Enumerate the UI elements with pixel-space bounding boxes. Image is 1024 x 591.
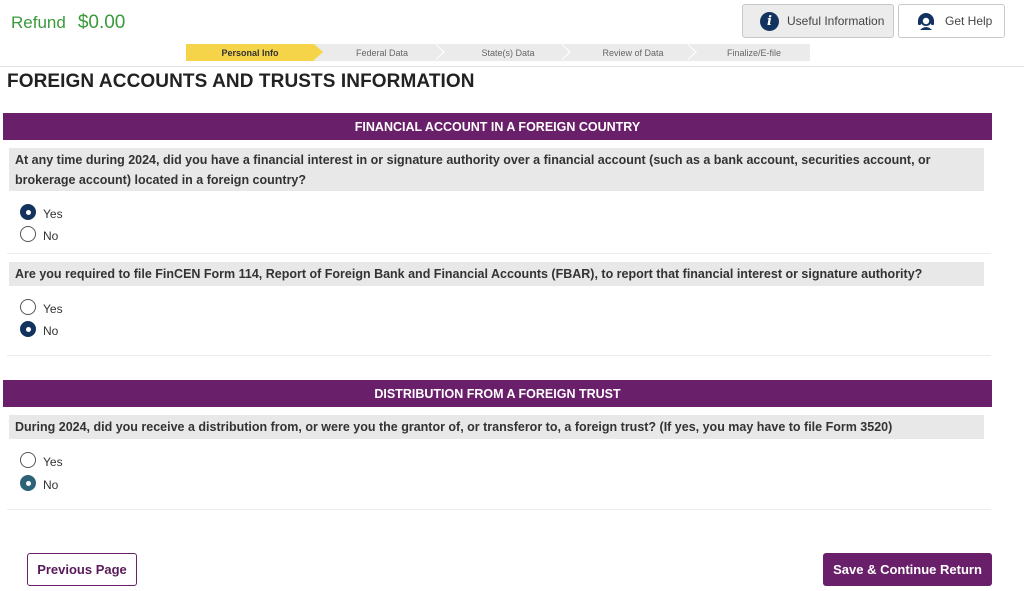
refund-summary <box>11 12 125 34</box>
info-icon: i <box>760 12 779 31</box>
radio-fbar-no[interactable] <box>20 320 58 338</box>
refund-amount: $0.00 <box>77 12 126 33</box>
radio-button[interactable] <box>20 299 36 315</box>
radio-foreign-trust-no[interactable] <box>20 474 58 492</box>
header-divider <box>0 66 1024 67</box>
section-divider <box>7 509 991 510</box>
radio-label: No <box>43 324 59 338</box>
progress-steps <box>186 44 810 61</box>
section-header-foreign-account: FINANCIAL ACCOUNT IN A FOREIGN COUNTRY <box>3 113 992 140</box>
question-foreign-trust: During 2024, did you receive a distribution from, or were you the grantor of, or transferor to, a foreign trust? (If yes, you may have to file Form 3520) <box>9 415 984 439</box>
get-help-label: Get Help <box>945 14 993 28</box>
radio-label: No <box>43 229 59 243</box>
step-arrow <box>314 44 323 60</box>
question-foreign-account: At any time during 2024, did you have a financial interest in or signature authority over a financial account (such as a bank account, securities account, or brokerage account) located in a foreign country? <box>9 148 984 191</box>
radio-button-selected[interactable] <box>20 475 36 491</box>
page-title: FOREIGN ACCOUNTS AND TRUSTS INFORMATION <box>7 71 475 92</box>
section-header-foreign-trust: DISTRIBUTION FROM A FOREIGN TRUST <box>3 380 992 407</box>
get-help-button[interactable] <box>898 4 1005 38</box>
useful-information-button[interactable] <box>742 4 894 38</box>
question-divider <box>7 253 991 254</box>
radio-fbar-yes[interactable] <box>20 298 63 316</box>
radio-label: No <box>43 478 59 492</box>
question-fbar: Are you required to file FinCEN Form 114, Report of Foreign Bank and Financial Accounts (FBAR), to report that financial interest or signature authority? <box>9 262 984 286</box>
radio-label: Yes <box>43 455 63 469</box>
radio-label: Yes <box>43 207 63 221</box>
radio-foreign-account-yes[interactable] <box>20 203 63 221</box>
radio-button[interactable] <box>20 452 36 468</box>
radio-label: Yes <box>43 302 63 316</box>
save-continue-button[interactable]: Save & Continue Return <box>823 553 992 586</box>
step-federal-data[interactable]: Federal Data <box>355 47 409 58</box>
step-review-of-data[interactable]: Review of Data <box>602 47 664 58</box>
radio-button-selected[interactable] <box>20 204 36 220</box>
step-arrow <box>435 44 443 60</box>
step-arrow <box>687 44 695 60</box>
previous-page-button[interactable]: Previous Page <box>27 553 137 586</box>
step-arrow <box>561 44 569 60</box>
step-states-data[interactable]: State(s) Data <box>481 47 535 58</box>
step-personal-info[interactable]: Personal Info <box>186 44 314 61</box>
step-finalize-efile[interactable]: Finalize/E-file <box>726 47 782 58</box>
radio-button[interactable] <box>20 226 36 242</box>
radio-foreign-account-no[interactable] <box>20 225 58 243</box>
support-agent-icon <box>916 11 936 31</box>
useful-information-label: Useful Information <box>787 14 885 28</box>
radio-button-selected[interactable] <box>20 321 36 337</box>
section-divider <box>7 355 991 356</box>
refund-label: Refund <box>11 13 66 32</box>
radio-foreign-trust-yes[interactable] <box>20 451 63 469</box>
